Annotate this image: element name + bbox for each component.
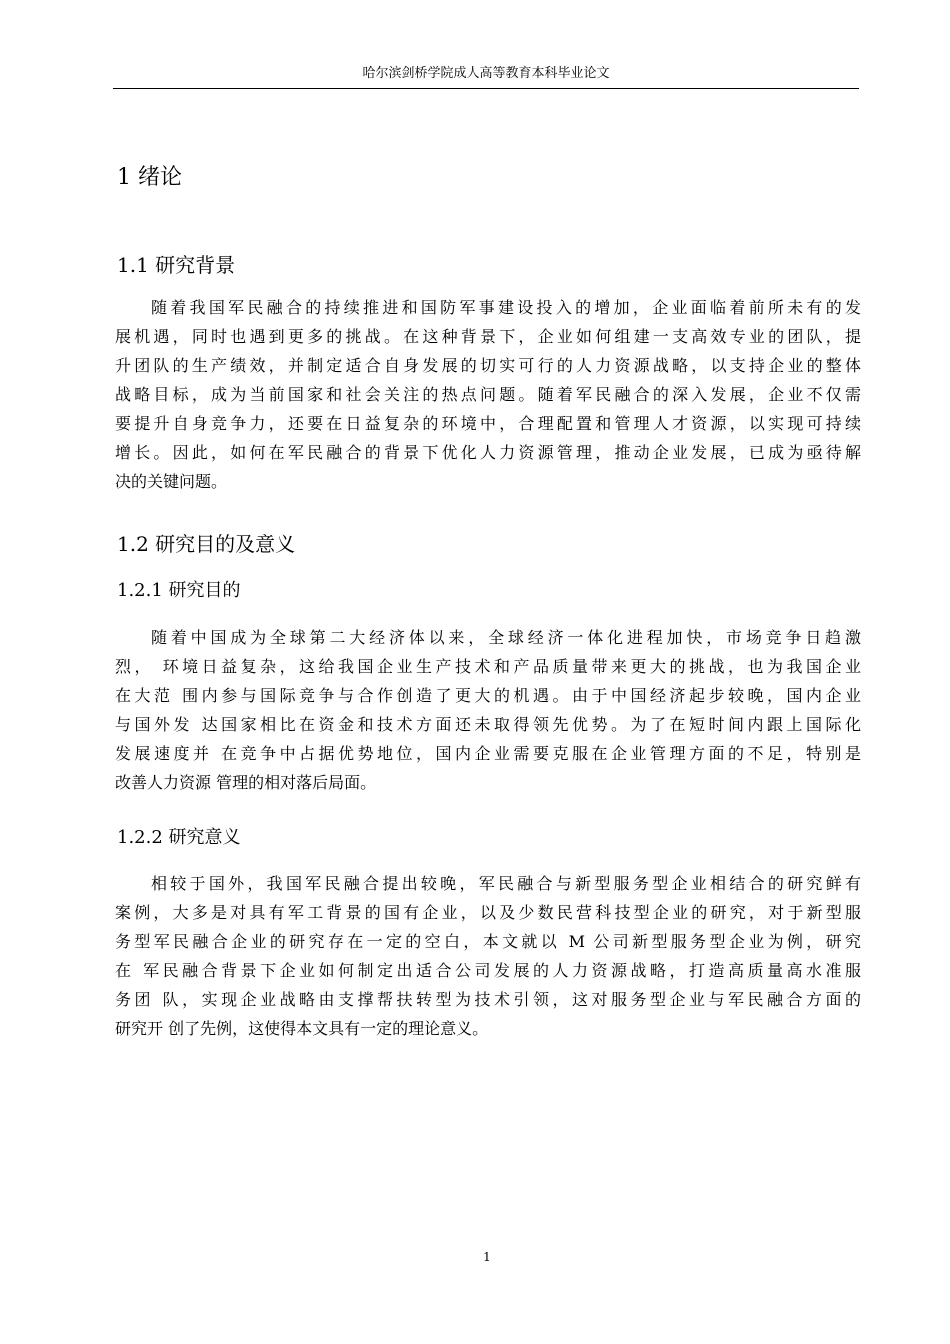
paragraph-line: 升团队的生产绩效，并制定适合自身发展的切实可行的人力资源战略，以支持企业的整体 bbox=[115, 356, 861, 375]
section-1-2-2-heading: 1.2.2 研究意义 bbox=[117, 827, 241, 848]
page-number: 1 bbox=[483, 1250, 491, 1264]
section-1-2-1-heading: 1.2.1 研究目的 bbox=[117, 580, 241, 601]
paragraph-line: 案例，大多是对具有军工背景的国有企业，以及少数民营科技型企业的研究，对于新型服 bbox=[115, 903, 861, 922]
paragraph-line: 研究开 创了先例，这使得本文具有一定的理论意义。 bbox=[115, 1019, 489, 1038]
page-header: 哈尔滨剑桥学院成人高等教育本科毕业论文 bbox=[362, 66, 610, 81]
paragraph-line: 增长。因此，如何在军民融合的背景下优化人力资源管理，推动企业发展，已成为亟待解 bbox=[115, 443, 861, 462]
paragraph-line: 务团 队，实现企业战略由支撑帮扶转型为技术引领，这对服务型企业与军民融合方面的 bbox=[115, 990, 861, 1009]
paragraph-line: 决的关键问题。 bbox=[115, 472, 228, 491]
chapter-title: 1 绪论 bbox=[117, 165, 182, 190]
section-1-1-paragraph bbox=[115, 293, 861, 496]
paragraph-line: 改善人力资源 管理的相对落后局面。 bbox=[115, 773, 377, 792]
section-1-1-heading: 1.1 研究背景 bbox=[117, 253, 236, 277]
paragraph-line: 在大范 围内参与国际竞争与合作创造了更大的机遇。由于中国经济起步较晚，国内企业 bbox=[115, 686, 861, 705]
header-divider bbox=[113, 88, 859, 89]
paragraph-line: 烈， 环境日益复杂，这给我国企业生产技术和产品质量带来更大的挑战，也为我国企业 bbox=[115, 657, 861, 676]
section-1-2-1-paragraph bbox=[115, 623, 861, 797]
paragraph-line: 要提升自身竞争力，还要在日益复杂的环境中，合理配置和管理人才资源，以实现可持续 bbox=[115, 414, 861, 433]
section-1-2-2-paragraph bbox=[115, 869, 861, 1043]
paragraph-line: 战略目标，成为当前国家和社会关注的热点问题。随着军民融合的深入发展，企业不仅需 bbox=[115, 385, 861, 404]
paragraph-line: 相较于国外，我国军民融合提出较晚，军民融合与新型服务型企业相结合的研究鲜有 bbox=[151, 874, 861, 893]
paragraph-line: 随着我国军民融合的持续推进和国防军事建设投入的增加，企业面临着前所未有的发 bbox=[151, 298, 861, 317]
paragraph-line: 随着中国成为全球第二大经济体以来，全球经济一体化进程加快，市场竞争日趋激 bbox=[151, 628, 861, 647]
paragraph-line: 发展速度并 在竞争中占据优势地位，国内企业需要克服在企业管理方面的不足，特别是 bbox=[115, 744, 861, 763]
paragraph-line: 与国外发 达国家相比在资金和技术方面还未取得领先优势。为了在短时间内跟上国际化 bbox=[115, 715, 861, 734]
paragraph-line: 务型军民融合企业的研究存在一定的空白，本文就以 M 公司新型服务型企业为例，研究 bbox=[115, 932, 861, 951]
paragraph-line: 在 军民融合背景下企业如何制定出适合公司发展的人力资源战略，打造高质量高水准服 bbox=[115, 961, 861, 980]
paragraph-line: 展机遇，同时也遇到更多的挑战。在这种背景下，企业如何组建一支高效专业的团队，提 bbox=[115, 327, 861, 346]
section-1-2-heading: 1.2 研究目的及意义 bbox=[117, 532, 296, 556]
